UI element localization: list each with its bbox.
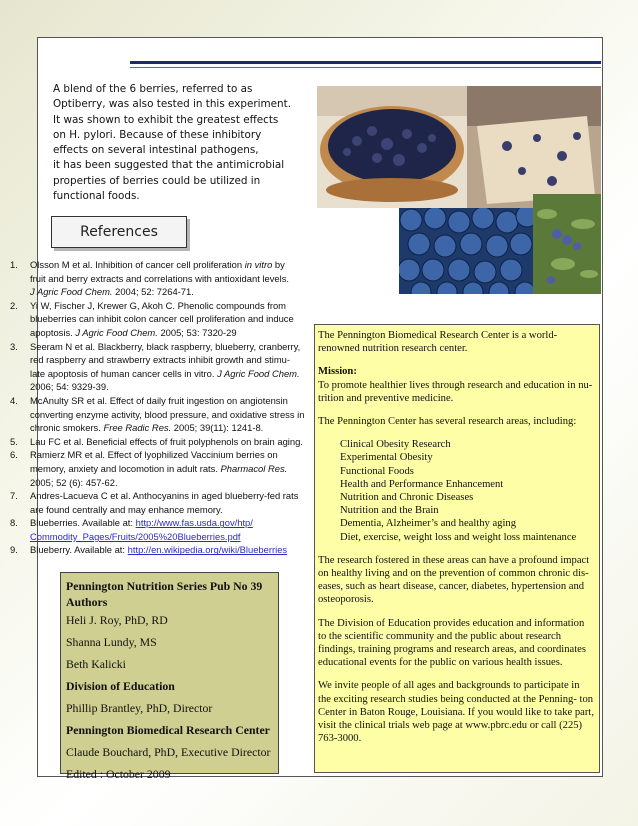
research-area: Nutrition and Chronic Diseases: [340, 492, 474, 504]
header-rule: [130, 61, 601, 64]
research-areas-list: [318, 438, 595, 544]
header-rule-thin: [130, 67, 601, 68]
references-heading: References: [51, 216, 187, 248]
references-list: [10, 258, 310, 557]
edited-date: Edited : October 2009: [66, 767, 171, 781]
areas-intro: The Pennington Center has several research areas, including:: [318, 416, 577, 428]
reference-item: 8. Blueberries. Available at: http://www.fas.usda.gov/htp/ Commodity_Pages/Fruits/2005%20Blueberries.pdf: [10, 517, 253, 542]
reference-item: 3. Seeram N et al. Blackberry, black raspberry, blueberry, cranberry, red raspberry and strawberry extracts inhibit growth and stimu- late apoptosis of human cancer cells in vitro. J Agric Food Chem. 2006; 54: 9329-39.: [10, 340, 301, 393]
exec-director-name: Claude Bouchard, PhD, Executive Director: [66, 745, 271, 759]
blueberry-cake-photo: [467, 86, 601, 208]
blueberries-photo: [399, 208, 533, 294]
usda-link-cont[interactable]: Commodity_Pages/Fruits/2005%20Blueberries.pdf: [30, 530, 241, 542]
intro-line: A blend of the 6 berries, referred to as: [53, 83, 253, 95]
research-area: Dementia, Alzheimer’s and healthy aging: [340, 518, 517, 530]
director-name: Phillip Brantley, PhD, Director: [66, 701, 213, 715]
info-intro: The Pennington Biomedical Research Center is a world-renowned nutrition research center.: [318, 330, 558, 355]
invite-text: We invite people of all ages and backgrounds to participate in the exciting research studies being conducted at the Penning- ton Center in Baton Rouge, Louisiana. If you would like to take part, visit the clinical trials web page at www.pbrc.edu or call (225) 763-3000.: [318, 680, 594, 745]
blueberry-bush-photo: [533, 194, 601, 294]
reference-item: 2. Yi W, Fischer J, Krewer G, Akoh C. Phenolic compounds from blueberries can inhibit colon cancer cell proliferation and induce apoptosis. J Agric Food Chem. 2005; 53: 7320-29: [10, 299, 294, 338]
reference-item: 5. Lau FC et al. Beneficial effects of fruit polyphenols on brain aging.: [10, 435, 303, 447]
intro-line: it has been suggested that the antimicrobial: [53, 159, 285, 172]
division-label: Division of Education: [66, 679, 175, 693]
author-name: Heli J. Roy, PhD, RD: [66, 613, 168, 627]
intro-line: on H. pylori. Because of these inhibitory: [53, 128, 262, 141]
blueberry-pie-photo: [317, 86, 467, 208]
research-area: Health and Performance Enhancement: [340, 478, 504, 490]
mission-label: Mission:: [318, 366, 357, 378]
intro-line: functional foods.: [53, 190, 140, 203]
authors-box: [60, 572, 279, 781]
series-title: Pennington Nutrition Series Pub No 39: [66, 579, 263, 593]
research-area: Clinical Obesity Research: [340, 439, 451, 451]
research-area: Diet, exercise, weight loss and weight loss maintenance: [340, 531, 577, 543]
reference-item: 7. Andres-Lacueva C et al. Anthocyanins in aged blueberry-fed rats are found centrally and may enhance memory.: [10, 490, 299, 515]
research-area: Nutrition and the Brain: [340, 505, 439, 517]
reference-item: 9. Blueberry. Available at: http://en.wikipedia.org/wiki/Blueberries: [10, 544, 288, 556]
education-text: The Division of Education provides education and information to the scientific community and the public about research findings, training programs and research areas, and coordinates educational events for the public on various health issues.: [318, 617, 586, 669]
wikipedia-link[interactable]: http://en.wikipedia.org/wiki/Blueberries: [127, 544, 288, 556]
mission-text: To promote healthier lives through research and education in nu- trition and preventive medicine.: [318, 379, 593, 404]
intro-line: Optiberry, was also tested in this experiment.: [53, 98, 292, 111]
usda-link[interactable]: http://www.fas.usda.gov/htp/: [135, 517, 253, 529]
research-text: The research fostered in these areas can have a profound impact on healthy living and on the prevention of common chronic dis- eases, such as heart disease, cancer, diabetes, hypertension and osteoporosis.: [318, 554, 590, 606]
pbrc-info-box: [314, 324, 600, 773]
reference-item: 6. Ramierz MR et al. Effect of lyophilized Vaccinium berries on memory, anxiety and locomotion in adult rats. Pharmacol Res. 2005; 52 (6): 457-62.: [10, 449, 288, 488]
reference-item: 4. McAnulty SR et al. Effect of daily fruit ingestion on angiotensin converting enzyme activity, blood pressure, and oxidative stress in chronic smokers. Free Radic Res. 2005; 39(11): 1241-8.: [10, 394, 305, 434]
authors-label: Authors: [66, 595, 108, 609]
author-name: Beth Kalicki: [66, 657, 126, 671]
intro-paragraph: [53, 82, 303, 204]
reference-item: 1. Olsson M et al. Inhibition of cancer cell proliferation in vitro by fruit and berry extracts and correlations with antioxidant levels. J Agric Food Chem. 2004; 52: 7264-71.: [10, 259, 289, 298]
intro-line: effects on several intestinal pathogens,: [53, 144, 259, 157]
intro-line: It was shown to exhibit the greatest effects: [53, 113, 279, 126]
intro-line: properties of berries could be utilized in: [53, 174, 261, 187]
center-name: Pennington Biomedical Research Center: [66, 723, 270, 737]
research-area: Experimental Obesity: [340, 452, 433, 464]
author-name: Shanna Lundy, MS: [66, 635, 157, 649]
research-area: Functional Foods: [340, 465, 414, 477]
